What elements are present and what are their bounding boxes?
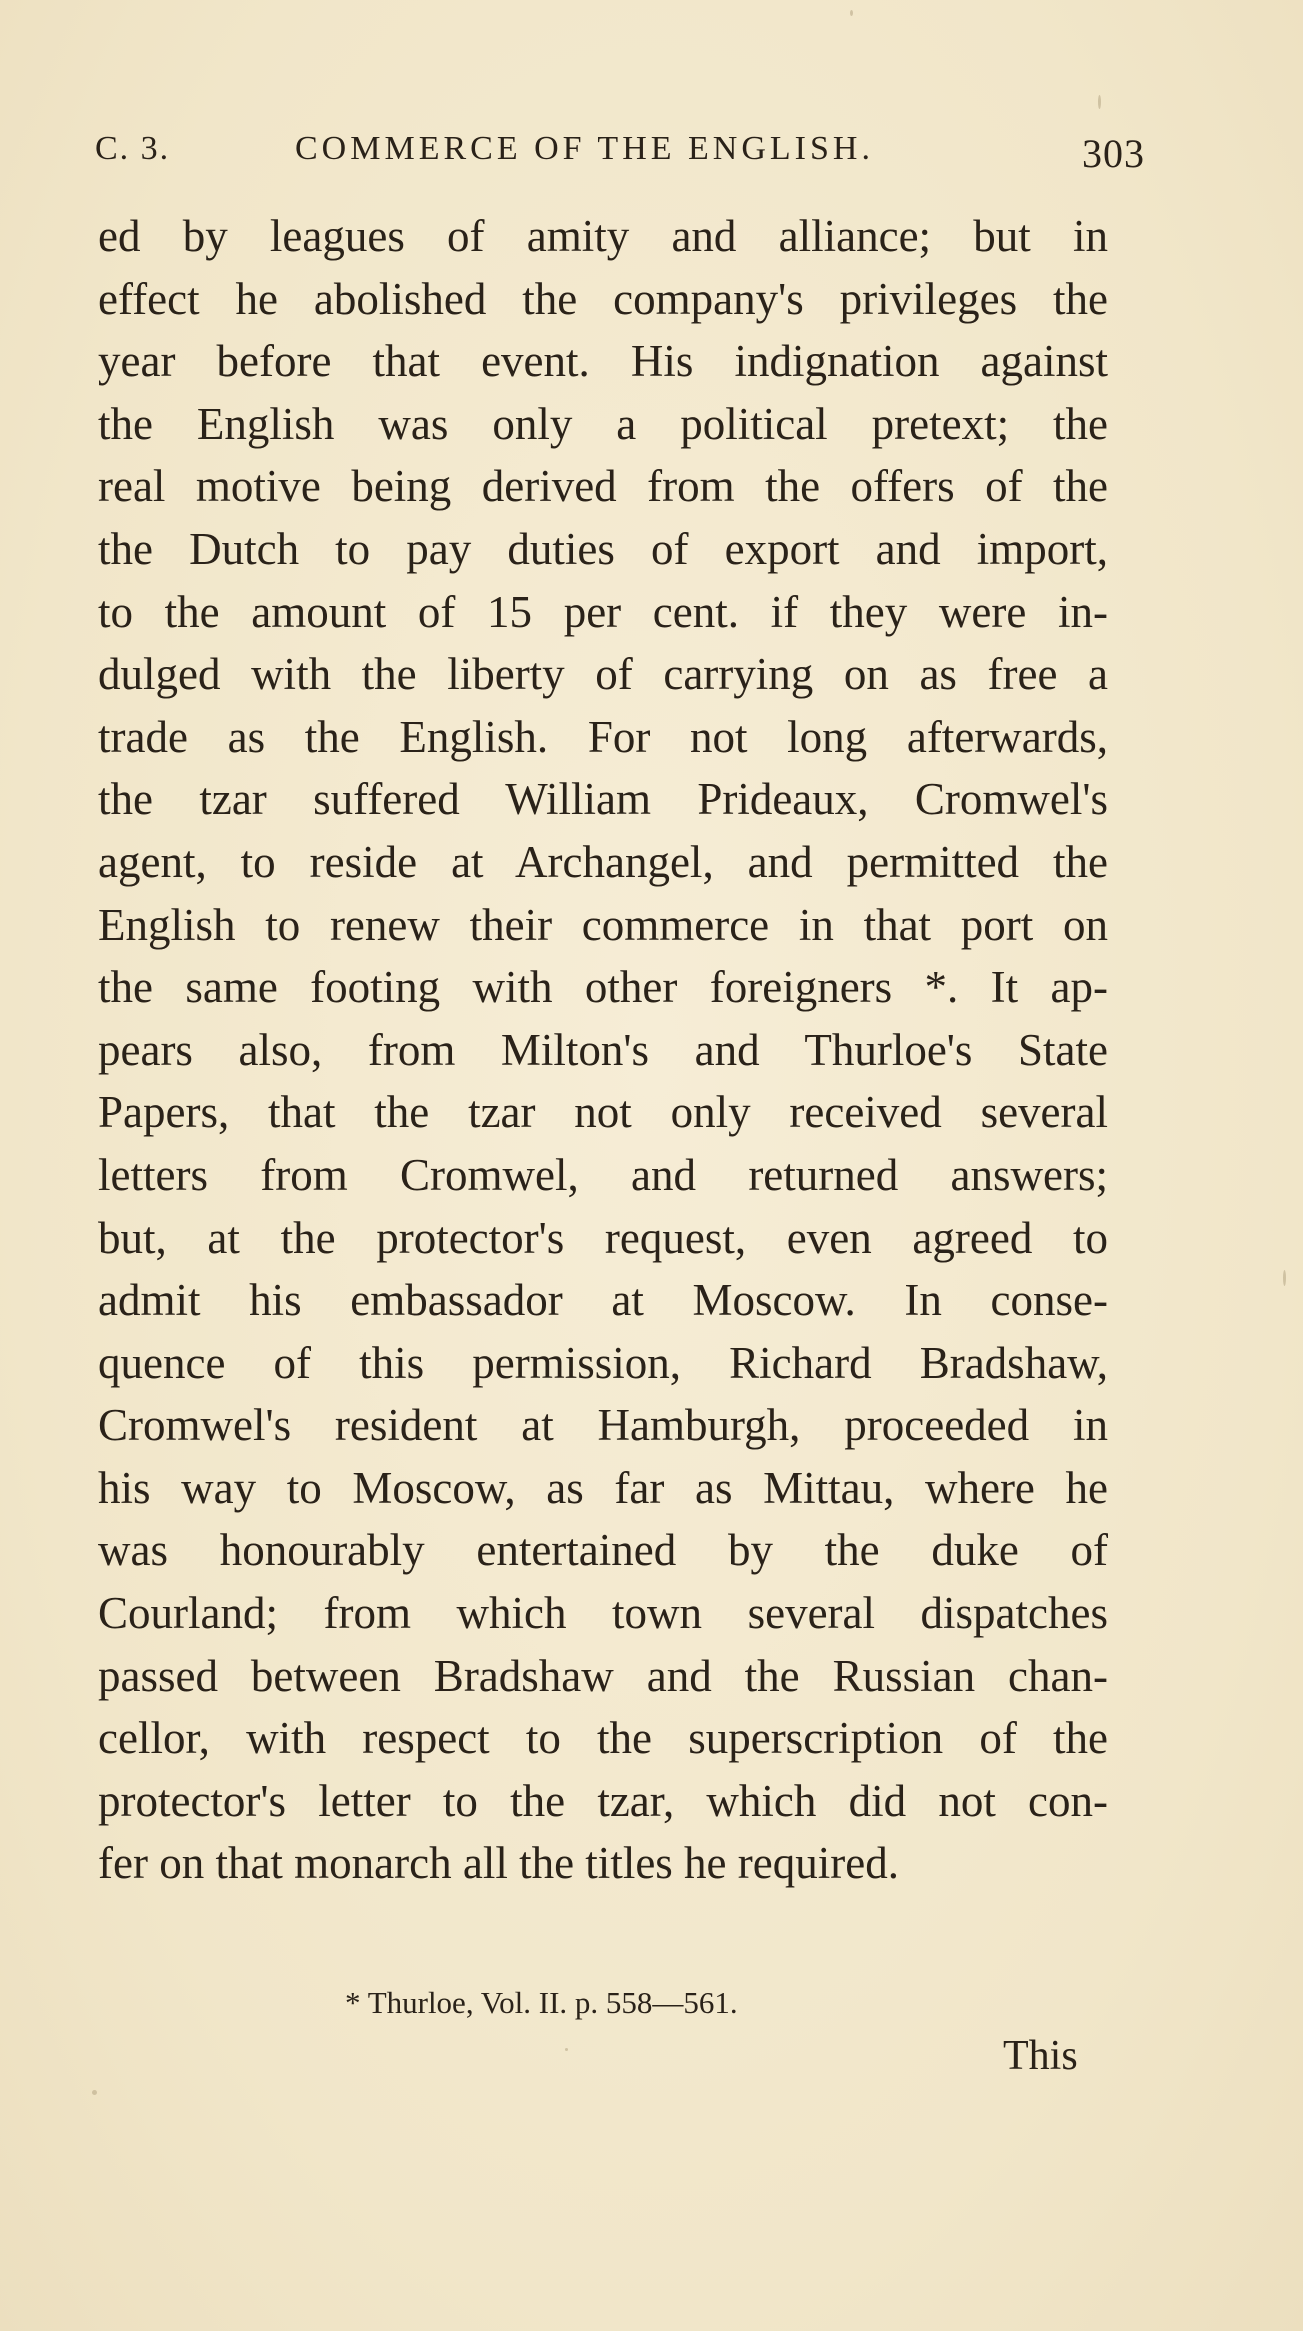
text-line: the same footing with other foreigners *. It ap- <box>98 962 1108 1013</box>
text-line: trade as the English. For not long afterwards, <box>98 711 1108 762</box>
paper-speck <box>92 2090 97 2095</box>
page-number: 303 <box>1082 131 1145 176</box>
text-line: Courland; from which town several dispatches <box>98 1588 1108 1639</box>
text-line: letters from Cromwel, and returned answers; <box>98 1149 1108 1200</box>
text-line: the Dutch to pay duties of export and import, <box>98 523 1108 574</box>
running-title: COMMERCE OF THE ENGLISH. <box>295 130 874 167</box>
footnote: * Thurloe, Vol. II. p. 558—561. <box>345 1985 738 2020</box>
text-line: cellor, with respect to the superscription of the <box>98 1713 1108 1764</box>
paper-speck <box>565 2048 568 2051</box>
paper-speck <box>1283 1270 1286 1286</box>
text-line: English to renew their commerce in that port on <box>98 899 1108 950</box>
catchword: This <box>1003 2033 1078 2079</box>
paper-speck <box>850 10 853 16</box>
text-line: to the amount of 15 per cent. if they were in- <box>98 586 1108 637</box>
text-line: but, at the protector's request, even agreed to <box>98 1212 1108 1263</box>
text-line: Cromwel's resident at Hamburgh, proceeded in <box>98 1400 1108 1451</box>
text-line: the tzar suffered William Prideaux, Cromwel's <box>98 774 1108 825</box>
text-line: ed by leagues of amity and alliance; but in <box>98 211 1108 261</box>
text-line: Papers, that the tzar not only received several <box>98 1087 1108 1138</box>
text-line: his way to Moscow, as far as Mittau, where he <box>98 1462 1108 1513</box>
text-line: the English was only a political pretext; the <box>98 398 1108 449</box>
text-line: agent, to reside at Archangel, and permitted the <box>98 836 1108 887</box>
text-line: passed between Bradshaw and the Russian chan- <box>98 1650 1108 1701</box>
text-line: fer on that monarch all the titles he required. <box>98 1838 899 1889</box>
text-line: effect he abolished the company's privileges the <box>98 273 1108 324</box>
text-line: dulged with the liberty of carrying on as free a <box>98 649 1108 700</box>
body-text <box>98 205 1108 1895</box>
text-line: was honourably entertained by the duke of <box>98 1525 1108 1576</box>
text-line: admit his embassador at Moscow. In conse- <box>98 1275 1108 1326</box>
text-line: quence of this permission, Richard Bradshaw, <box>98 1337 1108 1388</box>
chapter-reference: C. 3. <box>95 130 171 167</box>
text-line: protector's letter to the tzar, which did not con- <box>98 1775 1108 1826</box>
text-line: real motive being derived from the offers of the <box>98 461 1108 512</box>
paper-speck <box>1098 95 1101 109</box>
text-line: year before that event. His indignation against <box>98 336 1108 387</box>
text-line: pears also, from Milton's and Thurloe's State <box>98 1024 1108 1075</box>
running-head <box>95 130 1145 190</box>
